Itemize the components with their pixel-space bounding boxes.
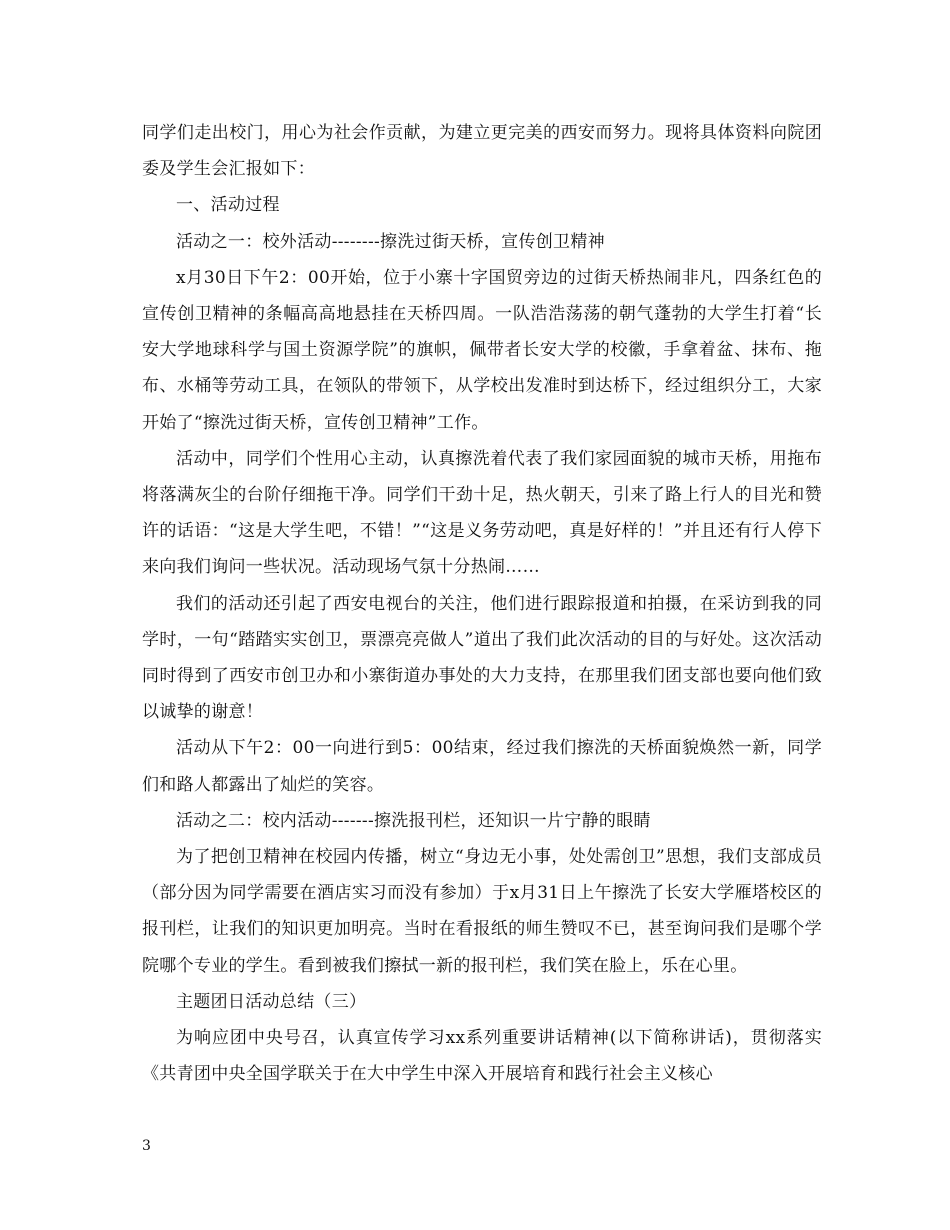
paragraph-activity-two: 为了把创卫精神在校园内传播，树立“身边无小事，处处需创卫”思想，我们支部成员（部分因为同学需要在酒店实习而没有参加）于x月31日上午擦洗了长安大学雁塔校区的报刊栏，让我们的知识更加明亮。当时在看报纸的师生赞叹不已，甚至询问我们是哪个学院哪个专业的学生。看到被我们擦拭一新的报刊栏，我们笑在脸上，乐在心里。 xyxy=(142,847,822,976)
paragraph-activity-one-start: x月30日下午2：00开始，位于小寨十字国贸旁边的过街天桥热闹非凡，四条红色的宣传创卫精神的条幅高高地悬挂在天桥四周。一队浩浩荡荡的朝气蓬勃的大学生打着“长安大学地球科学与国土资源学院”的旗帜，佩带者长安大学的校徽，手拿着盆、抹布、拖布、水桶等劳动工具，在领队的带领下，从学校出发准时到达桥下，经过组织分工，大家开始了“擦洗过街天桥，宣传创卫精神”工作。 xyxy=(142,267,822,433)
paragraph-summary-three-intro: 为响应团中央号召，认真宣传学习xx系列重要讲话精神(以下简称讲话)，贯彻落实《共青团中央全国学联关于在大中学生中深入开展培育和践行社会主义核心 xyxy=(142,1028,822,1085)
paragraph-activity-one-process: 活动中，同学们个性用心主动，认真擦洗着代表了我们家园面貌的城市天桥，用拖布将落满灰尘的台阶仔细拖干净。同学们干劲十足，热火朝天，引来了路上行人的目光和赞许的话语：“这是大学生吧，不错！”“这是义务劳动吧，真是好样的！”并且还有行人停下来向我们询问一些状况。活动现场气氛十分热闹…… xyxy=(142,448,822,578)
page-number: 3 xyxy=(142,1138,151,1154)
section-heading-activity-process: 一、活动过程 xyxy=(176,195,280,216)
activity-two-heading: 活动之二：校内活动-------擦洗报刊栏，还知识一片宁静的眼睛 xyxy=(176,810,651,831)
section-heading-summary-three: 主题团日活动总结（三） xyxy=(176,991,367,1012)
paragraph-1: 同学们走出校门，用心为社会作贡献，为建立更完美的西安而努力。现将具体资料向院团委及学生会汇报如下： xyxy=(142,123,822,180)
paragraph-tv-coverage: 我们的活动还引起了西安电视台的关注，他们进行跟踪报道和拍摄，在采访到我的同学时，一句“踏踏实实创卫，票漂亮亮做人”道出了我们此次活动的目的与好处。这次活动同时得到了西安市创卫办和小寨街道办事处的大力支持，在那里我们团支部也要向他们致以诚挚的谢意！ xyxy=(142,593,822,723)
document-body xyxy=(142,115,822,1092)
activity-one-heading: 活动之一：校外活动--------擦洗过街天桥，宣传创卫精神 xyxy=(176,231,605,252)
paragraph-activity-one-end: 活动从下午2：00一向进行到5：00结束，经过我们擦洗的天桥面貌焕然一新，同学们和路人都露出了灿烂的笑容。 xyxy=(142,738,822,795)
